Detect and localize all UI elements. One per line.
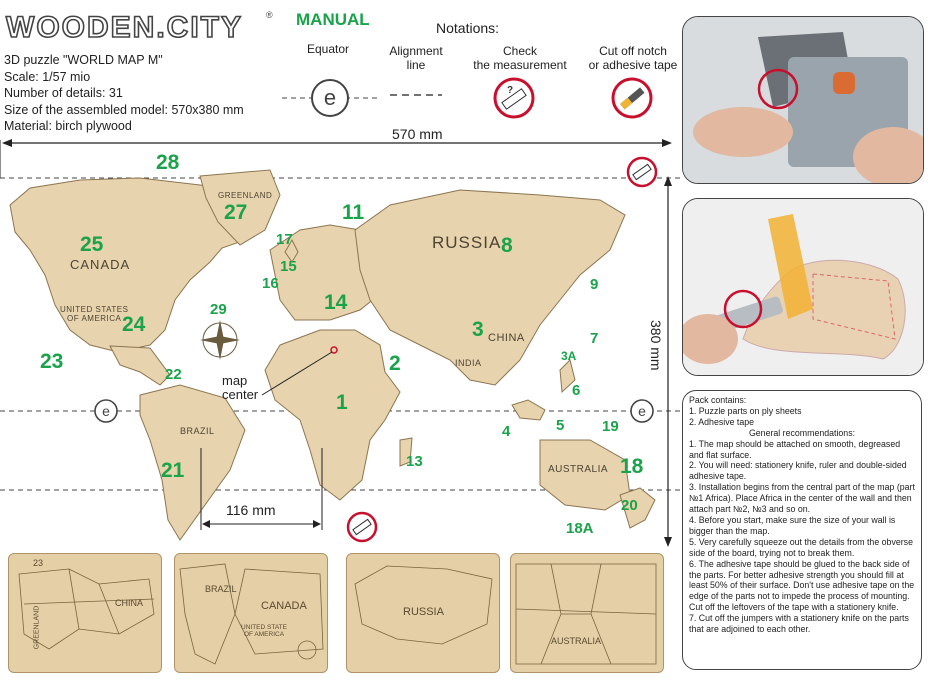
- part-number: 22: [165, 366, 182, 383]
- ply-sheet-1: [8, 553, 162, 673]
- manual-title: MANUAL: [296, 10, 370, 29]
- compass-rose-icon: [200, 320, 240, 360]
- instruction-line: 1. Puzzle parts on ply sheets: [689, 405, 802, 416]
- height-dimension-label: 380 mm: [648, 320, 664, 371]
- svg-text:e: e: [102, 403, 110, 419]
- sheet-label: 23: [33, 558, 44, 568]
- part-number: 23: [40, 350, 64, 373]
- part-number: 24: [122, 313, 146, 336]
- instruction-heading: General recommendations:: [748, 427, 856, 438]
- part-number: 19: [602, 418, 619, 435]
- sheet-label: AUSTRALIA: [551, 636, 602, 646]
- ply-sheet-2: [174, 553, 328, 673]
- part-number: 3A: [561, 349, 577, 363]
- sheet-label: CANADA: [261, 600, 307, 612]
- instructions-box: [682, 390, 922, 670]
- info-line: Number of details: 31: [4, 86, 123, 100]
- map-center-label: map center: [222, 373, 259, 402]
- ruler-check-icon: [492, 76, 536, 125]
- alignment-label: Alignment line: [389, 44, 443, 72]
- photo-adhesive-tape: [682, 198, 924, 376]
- part-number: 14: [324, 291, 348, 314]
- part-number: 28: [156, 151, 180, 174]
- part-number: 6: [572, 382, 581, 399]
- svg-text:?: ?: [507, 85, 514, 96]
- sheet-label: RUSSIA: [403, 606, 444, 618]
- info-line: Material: birch plywood: [4, 119, 132, 133]
- info-line: Scale: 1/57 mio: [4, 69, 91, 84]
- logo-text: WOODEN.CITY: [6, 11, 243, 44]
- part-number: 1: [336, 391, 348, 414]
- instruction-line: 2. You will need: stationery knife, ruler and double-sided adhesive tape.: [689, 460, 907, 482]
- info-line: Size of the assembled model: 570x380 mm: [4, 102, 244, 117]
- brazil-dimension-label: 116 mm: [226, 502, 276, 518]
- part-number: 2: [389, 352, 401, 375]
- knife-cut-icon: [610, 76, 654, 125]
- part-number: 9: [590, 276, 599, 293]
- sheet-label: UNITED STATE OF AMERICA: [241, 624, 287, 638]
- width-dimension-label: 570 mm: [392, 126, 443, 142]
- check-label: Check the measurement: [473, 44, 567, 72]
- part-number: 18: [620, 455, 644, 478]
- instruction-line: 5. Very carefully squeeze out the details from the obverse side of the board, trying not to break them.: [689, 536, 913, 558]
- part-number: 5: [556, 417, 565, 434]
- equator-symbol: [282, 70, 378, 125]
- instruction-line: 4. Before you start, make sure the size of your wall is bigger than the map.: [689, 514, 896, 536]
- sheet-label: CHINA: [115, 598, 144, 608]
- country-india: INDIA: [455, 358, 482, 368]
- part-number: 18A: [566, 520, 594, 537]
- svg-text:e: e: [323, 85, 337, 110]
- logo-registered-mark: ®: [266, 10, 273, 20]
- ply-sheet-3: [346, 553, 500, 673]
- instruction-line: 3. Installation begins from the central part of the map (part №1 Africa). Place Africa in the center of the wall and then attach part №2, №3 and so on.: [689, 482, 915, 515]
- brand-logo: [4, 6, 274, 46]
- alignment-line-symbol: [390, 85, 442, 103]
- cut-label: Cut off notch or adhesive tape: [588, 44, 678, 72]
- notations-title: Notations:: [436, 20, 500, 36]
- part-number: 13: [406, 453, 423, 470]
- instruction-line: Pack contains:: [689, 395, 747, 405]
- instruction-line: 6. The adhesive tape should be glued to the back side of the parts. For better adhesive strength you should fill at least 50% of their surface. Don't use adhesive tape on the edge of the parts not to impede the process of mounting. Cut off the leftovers of the tape with a stationery knife.: [689, 558, 915, 613]
- part-number: 20: [621, 497, 638, 514]
- sheet-label: BRAZIL: [205, 584, 237, 594]
- part-number: 27: [224, 201, 248, 224]
- part-number: 3: [472, 318, 484, 341]
- instruction-line: 1. The map should be attached on smooth, degreased and flat surface.: [689, 438, 901, 460]
- instruction-line: 2. Adhesive tape: [689, 416, 755, 427]
- part-number: 7: [590, 330, 599, 347]
- country-greenland: GREENLAND: [218, 191, 273, 200]
- country-canada: CANADA: [70, 257, 131, 272]
- country-brazil: BRAZIL: [180, 426, 215, 436]
- sheet-label: GREENLAND: [33, 605, 41, 650]
- part-number: 17: [276, 231, 293, 248]
- part-number: 16: [262, 275, 279, 292]
- part-number: 29: [210, 301, 227, 318]
- part-number: 11: [342, 201, 365, 224]
- photo-cutting-notch: [682, 16, 924, 184]
- instruction-line: 7. Cut off the jumpers with a stationery knife on the parts that are adjoined to each other.: [689, 613, 909, 635]
- part-number: 8: [501, 234, 513, 257]
- part-number: 25: [80, 233, 104, 256]
- info-line: 3D puzzle "WORLD MAP M": [4, 53, 163, 67]
- country-usa: UNITED STATES OF AMERICA: [60, 305, 129, 323]
- part-number: 4: [502, 423, 511, 440]
- country-australia: AUSTRALIA: [548, 464, 609, 475]
- part-number: 21: [161, 459, 185, 482]
- country-russia: RUSSIA: [432, 233, 502, 252]
- svg-text:e: e: [638, 403, 646, 419]
- ply-sheet-4: [510, 553, 664, 673]
- world-map: [0, 120, 680, 565]
- equator-label: Equator: [306, 42, 350, 56]
- country-china: CHINA: [488, 332, 525, 344]
- part-number: 15: [280, 258, 297, 275]
